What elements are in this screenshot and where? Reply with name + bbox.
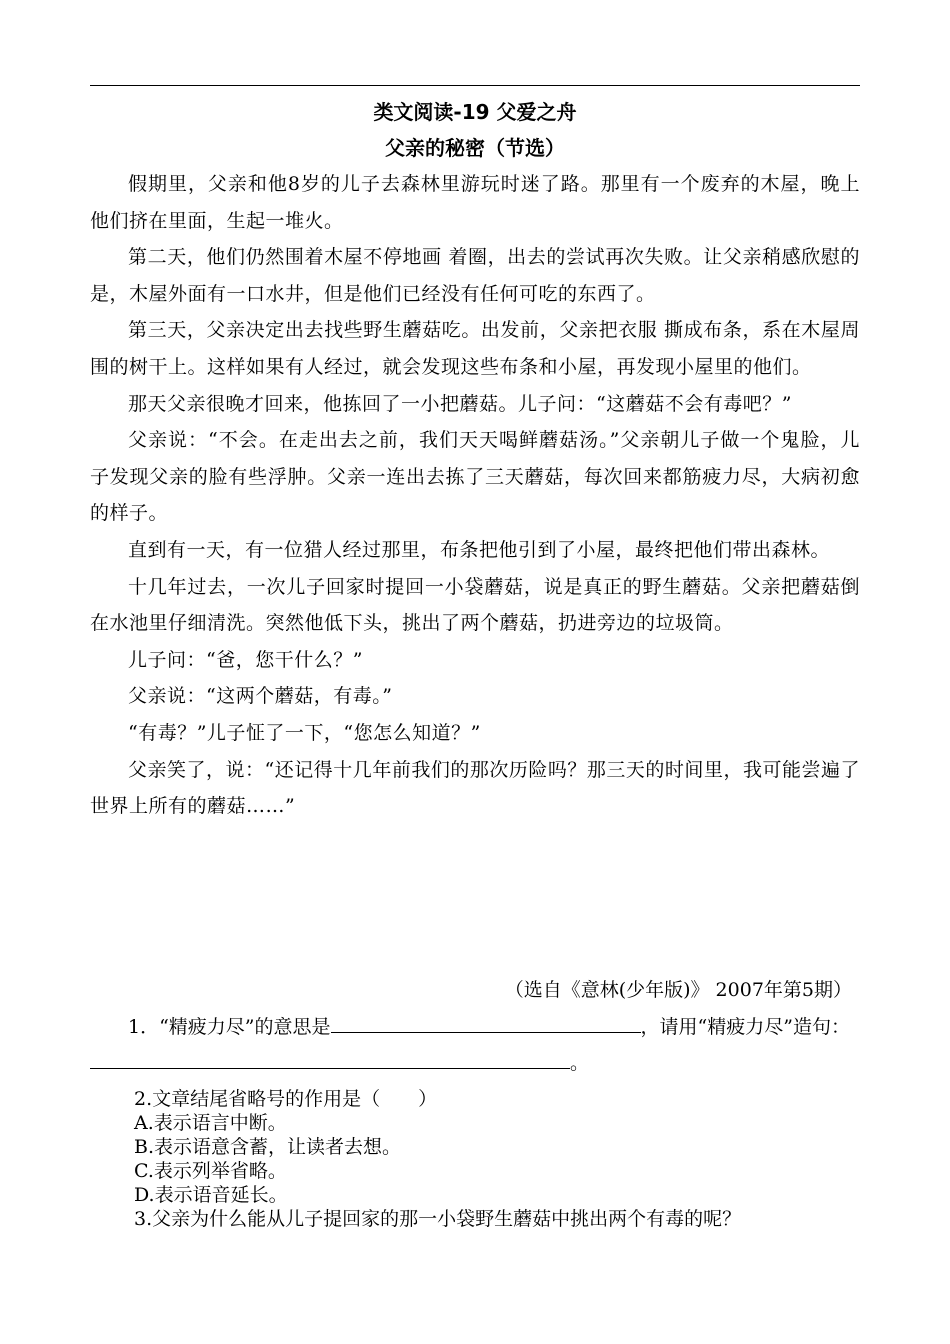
paragraph: 儿子问：“爸，您干什么？” xyxy=(128,648,363,671)
page-title: 类文阅读-19 父爱之舟 xyxy=(373,100,577,124)
paragraph: 直到有一天，有一位猎人经过那里，布条把他引到了小屋，最终把他们带出森林。 xyxy=(128,538,831,561)
paragraph: 假期里，父亲和他8岁的儿子去森林里游玩时迷了路。那里有一个废弃的木屋，晚上他们挤在里面，生起一堆火。 xyxy=(90,173,860,232)
question-1-end: 。 xyxy=(570,1052,590,1074)
option-a[interactable]: A.表示语言中断。 xyxy=(134,1112,287,1134)
article-source: （选自《意林(少年版)》 2007年第5期） xyxy=(504,979,852,1001)
paragraph: 父亲笑了，说：“还记得十几年前我们的那次历险吗？那三天的时间里，我可能尝遍了世界上所有的蘑菇……” xyxy=(90,758,860,818)
paragraph: “有毒？”儿子怔了一下，“您怎么知道？” xyxy=(128,721,481,744)
question-1-prefix: 1．“精疲力尽”的意思是 xyxy=(128,1016,331,1038)
question-2: 2.文章结尾省略号的作用是（ ） xyxy=(134,1088,438,1110)
paragraph: 父亲说：“不会。在走出去之前，我们天天喝鲜蘑菇汤。”父亲朝儿子做一个鬼脸，儿子发现父亲的脸有些浮肿。父亲一连出去拣了三天蘑菇，每次回来都筋疲力尽，大病初愈的样子。 xyxy=(90,429,860,525)
option-d[interactable]: D.表示语音延长。 xyxy=(134,1184,288,1206)
article-body xyxy=(90,166,860,825)
article-title: 父亲的秘密（节选） xyxy=(385,136,565,160)
option-b[interactable]: B.表示语意含蓄，让读者去想。 xyxy=(134,1136,402,1158)
question-1 xyxy=(90,1012,860,1041)
answer-blank-meaning[interactable] xyxy=(331,1012,641,1033)
paragraph: 父亲说：“这两个蘑菇，有毒。” xyxy=(128,685,393,708)
paragraph: 第三天，父亲决定出去找些野生蘑菇吃。出发前，父亲把衣服 撕成布条，系在木屋周围的树干上。这样如果有人经过，就会发现这些布条和小屋，再发现小屋里的他们。 xyxy=(90,319,860,378)
question-1-sentence-line xyxy=(90,1045,860,1081)
paragraph: 十几年过去，一次儿子回家时提回一小袋蘑菇，说是真正的野生蘑菇。父亲把蘑菇倒在水池里仔细清洗。突然他低下头，挑出了两个蘑菇，扔进旁边的垃圾筒。 xyxy=(90,575,860,635)
questions-section xyxy=(90,1012,860,1231)
question-3: 3.父亲为什么能从儿子提回家的那一小袋野生蘑菇中挑出两个有毒的呢？ xyxy=(134,1208,742,1230)
answer-blank-sentence[interactable] xyxy=(90,1048,570,1069)
paragraph: 第二天，他们仍然围着木屋不停地画 着圈，出去的尝试再次失败。让父亲稍感欣慰的是，木屋外面有一口水井，但是他们已经没有任何可吃的东西了。 xyxy=(90,246,860,305)
option-c[interactable]: C.表示列举省略。 xyxy=(134,1160,287,1182)
header-rule xyxy=(90,85,860,86)
question-1-middle: ，请用“精疲力尽”造句： xyxy=(640,1016,850,1038)
paragraph: 那天父亲很晚才回来，他拣回了一小把蘑菇。儿子问：“这蘑菇不会有毒吧？” xyxy=(128,392,792,415)
